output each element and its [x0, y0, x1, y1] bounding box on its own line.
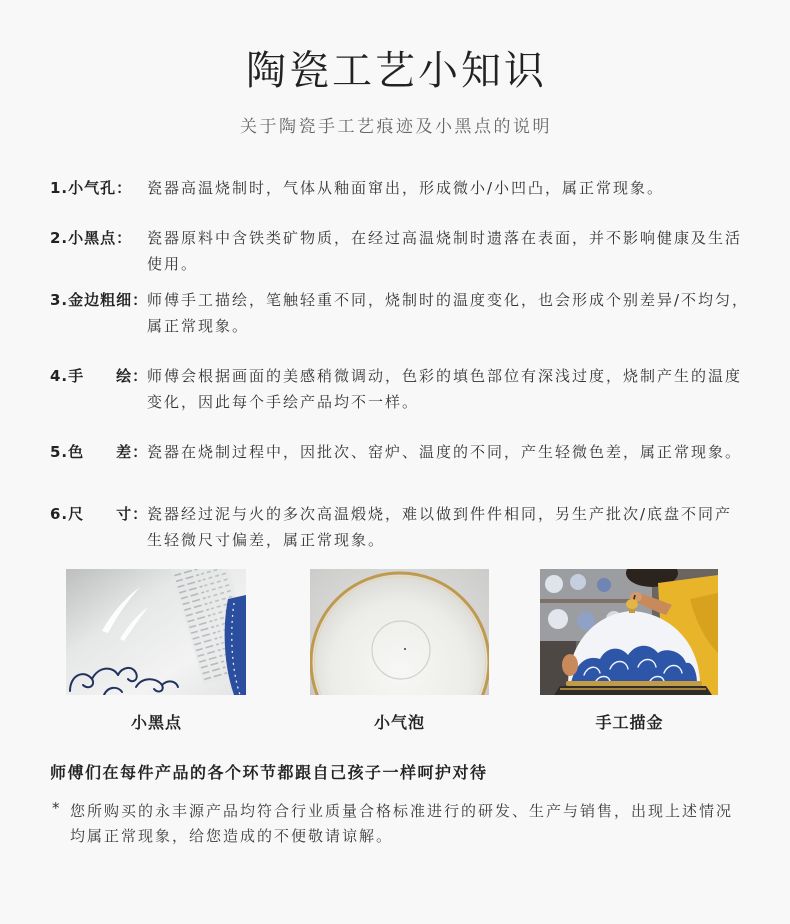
black-dots-photo — [66, 569, 246, 695]
craft-note-text — [147, 287, 749, 339]
gold-knob — [626, 599, 638, 609]
craft-note-5 — [50, 439, 750, 495]
craft-note-label: 5.色 差： — [50, 443, 149, 461]
lid-stand — [554, 686, 712, 695]
disclaimer-note — [50, 799, 750, 855]
craft-note-text — [147, 439, 742, 465]
craft-note-line: 变化，因此每个手绘产品均不一样。 — [147, 393, 420, 411]
craft-note-label: 3.金边粗细： — [50, 291, 149, 309]
craft-note-3 — [50, 287, 750, 343]
craft-note-6 — [50, 501, 750, 557]
craft-note-1 — [50, 175, 750, 231]
bubble-image — [310, 569, 489, 695]
black-dots-image — [66, 569, 246, 695]
craft-note-label: 6.尺 寸： — [50, 505, 149, 523]
disclaimer-line: 您所购买的永丰源产品均符合行业质量合格标准进行的研发、生产与销售，出现上述情况 — [70, 802, 734, 820]
craft-note-text — [147, 225, 742, 277]
asterisk-marker: * — [52, 799, 60, 817]
craft-note-4 — [50, 363, 750, 419]
craft-note-line: 瓷器在烧制过程中，因批次、窑炉、温度的不同，产生轻微色差，属正常现象。 — [147, 443, 743, 461]
photo-caption: 小黑点 — [130, 713, 182, 732]
disclaimer-text — [70, 799, 733, 849]
craft-note-text — [147, 363, 742, 415]
left-hand — [562, 654, 578, 676]
bubble-dot — [404, 648, 406, 650]
craft-note-label: 1.小气孔： — [50, 179, 133, 197]
gold-painting-photo — [540, 569, 718, 695]
gold-band — [566, 681, 702, 686]
craft-note-line: 属正常现象。 — [147, 317, 250, 335]
craft-note-line: 生轻微尺寸偏差，属正常现象。 — [147, 531, 386, 549]
craft-note-line: 师傅手工描绘，笔触轻重不同，烧制时的温度变化，也会形成个别差异/不均匀， — [147, 291, 750, 309]
photo-caption: 手工描金 — [595, 713, 664, 732]
craft-note-text — [147, 175, 664, 201]
page-subtitle: 关于陶瓷手工艺痕迹及小黑点的说明 — [240, 117, 552, 137]
photo-caption: 小气泡 — [373, 713, 425, 732]
gold-painting-image — [540, 569, 718, 695]
page-title: 陶瓷工艺小知识 — [246, 48, 547, 94]
craft-note-label: 4.手 绘： — [50, 367, 149, 385]
craft-note-line: 瓷器原料中含铁类矿物质，在经过高温烧制时遗落在表面，并不影响健康及生活 — [147, 229, 743, 247]
craftsmanship-statement: 师傅们在每件产品的各个环节都跟自己孩子一样呵护对待 — [50, 763, 488, 782]
craft-note-text — [147, 501, 732, 553]
craft-note-2 — [50, 225, 750, 281]
craft-note-line: 瓷器高温烧制时，气体从釉面窜出，形成微小/小凹凸，属正常现象。 — [147, 179, 665, 197]
craft-note-label: 2.小黑点： — [50, 229, 133, 247]
craft-note-line: 师傅会根据画面的美感稍微调动，色彩的填色部位有深浅过度，烧制产生的温度 — [147, 367, 743, 385]
craft-note-line: 瓷器经过泥与火的多次高温煅烧，难以做到件件相同，另生产批次/底盘不同产 — [147, 505, 733, 523]
disclaimer-line: 均属正常现象，给您造成的不便敬请谅解。 — [70, 827, 394, 845]
craft-note-line: 使用。 — [147, 255, 199, 273]
bubble-photo — [310, 569, 489, 695]
